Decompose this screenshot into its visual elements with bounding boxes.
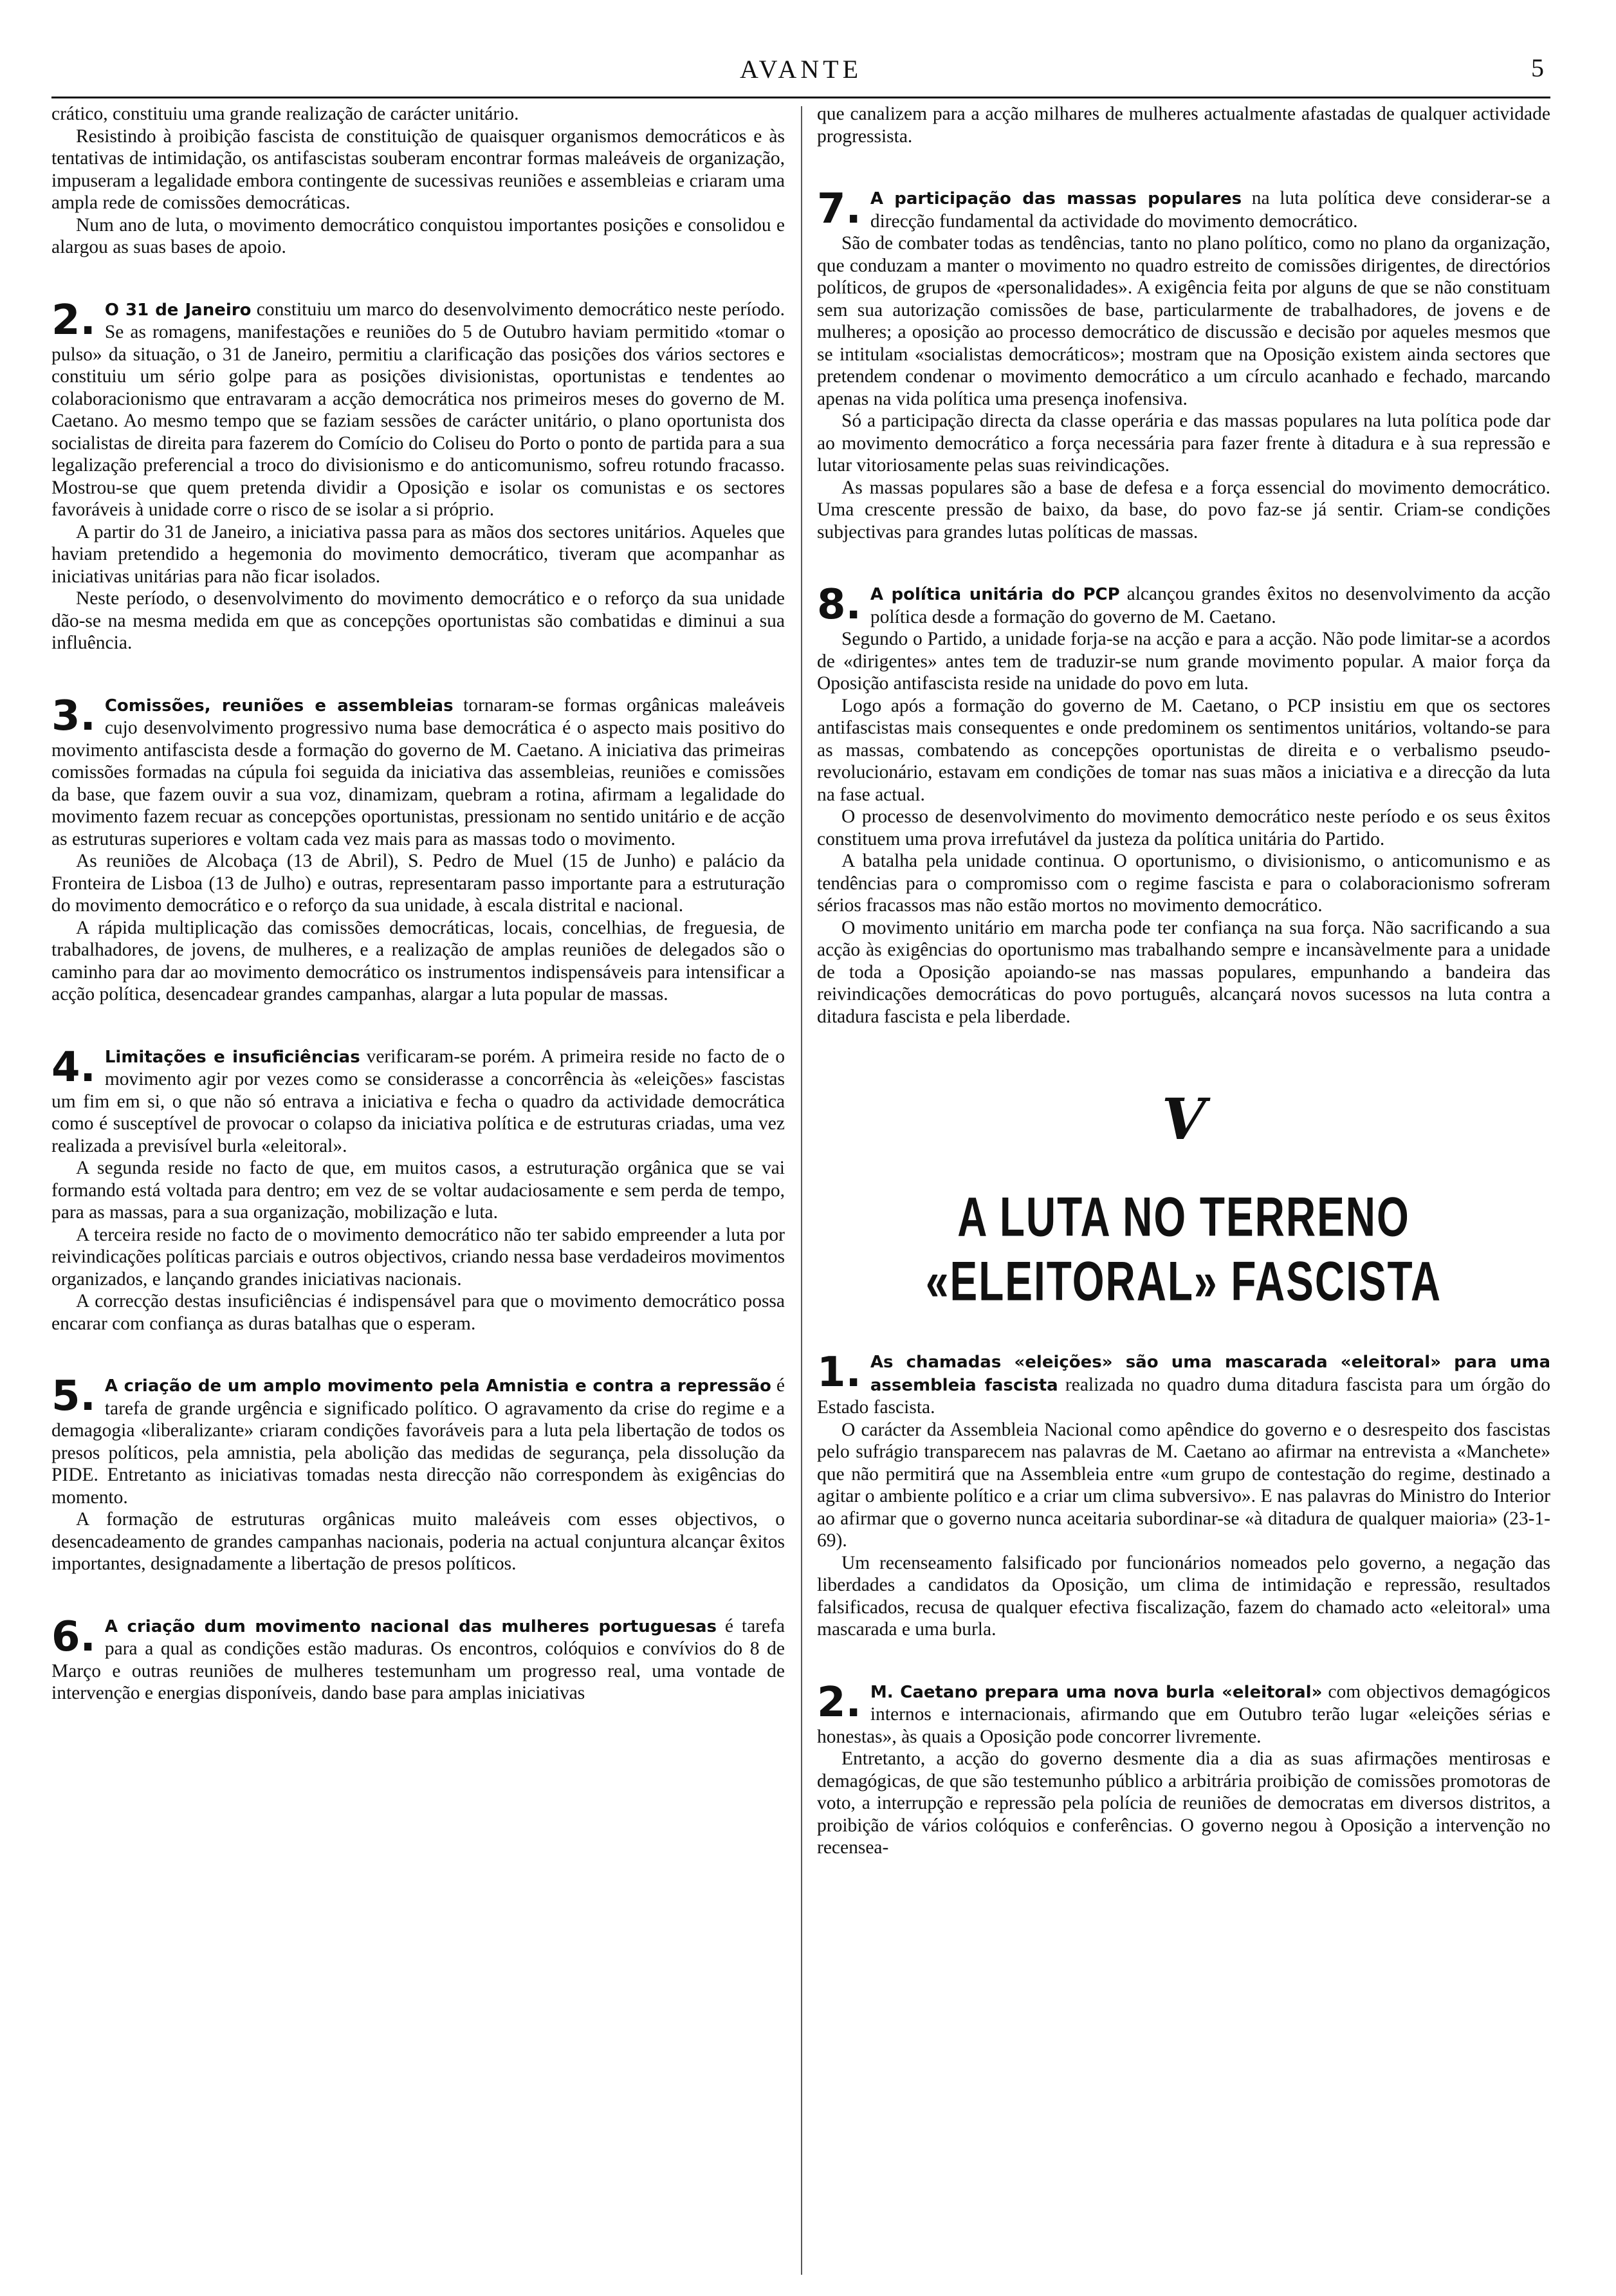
section-number: 8. — [817, 581, 861, 629]
section-number: 2. — [51, 296, 96, 344]
newspaper-title: AVANTE — [739, 55, 863, 84]
section-number: 3. — [51, 692, 96, 740]
part5-section-2 — [817, 1678, 1550, 1859]
paragraph: O carácter da Assembleia Nacional como apêndice do governo e o desrespeito dos fascistas pelo sufrágio transparecem nas palavras de M. Caetano ao afirmar na entrevista a «Manchete» que não permitirá que na Assembleia entre «um grupo de contestação do regime, destinado a agitar o ambiente político e a criar um clima subversivo». E nas palavras do Ministro do Interior ao afirmar que o governo nunca aceitaria subordinar-se «à ditadura de qualquer maioria» (23-1-69). — [817, 1419, 1550, 1551]
paragraph: O movimento unitário em marcha pode ter confiança na sua força. Não sacrificando a sua acção às exigências do oportunismo mas trabalhando sempre e incansàvelmente para a unidade de toda a Oposição apoiando-se nas massas populares, empunhando a bandeira das reivindicações democráticas do povo português, alcançará novos sucessos na luta contra a ditadura fascista e pela liberdade. — [817, 917, 1550, 1027]
left-column — [51, 103, 785, 2278]
paragraph: é tarefa de grande urgência e significado político. O agravamento da crise do regime e a demagogia «liberalizante» criaram condições favoráveis para a luta pela libertação de todos os presos políticos, pela amnistia, pela abolição das medidas de segurança, pela dissolução da PIDE. Entretanto as iniciativas tomadas nesta direcção não correspondem às exigências do momento. — [51, 1375, 785, 1508]
paragraph: A rápida multiplicação das comissões democráticas, locais, concelhias, de freguesia, de trabalhadores, de jovens, de mulheres, e a realização de amplas reuniões de delegados são o caminho para dar ao movimento democrático os instrumentos indispensáveis para intensificar a acção política, desencadear grandes campanhas, alargar a luta popular de massas. — [51, 917, 785, 1004]
paragraph: Só a participação directa da classe operária e das massas populares na luta política pode dar ao movimento democrático a força necessária para fazer frente à ditadura e à sua repressão e lutar vitoriosamente pelas suas reivindicações. — [817, 411, 1550, 476]
paragraph: A terceira reside no facto de o movimento democrático não ter sabido empreender a luta por reivindicações políticas parciais e outros objectivos, criando nessa base verdadeiros movimentos organizados, e lançando grandes iniciativas nacionais. — [51, 1224, 785, 1290]
section-number: 1. — [817, 1349, 861, 1396]
right-column — [817, 103, 1550, 2278]
section-lead: A participação das massas populares — [870, 189, 1242, 208]
paragraph: tornaram-se formas orgânicas maleáveis cujo desenvolvimento progressivo numa base democrática é o aspecto mais positivo do movimento antifascista desde a formação do governo de M. Caetano. A iniciativa das primeiras comissões formadas na cúpula foi seguida da iniciativa das assembleias, reuniões e comissões da base, que fazem ouvir a sua voz, dinamizam, quebram a rotina, afirmam a legalidade do movimento fazem recuar as concepções oportunistas, pressionam no sentido unitário e de acção as estruturas superiores e voltam cada vez mais para as massas todo o movimento. — [51, 694, 785, 849]
paragraph: As massas populares são a base de defesa e a força essencial do movimento democrático. Uma crescente pressão de baixo, da base, do povo faz-se já sentir. Criam-se condições subjectivas para grandes lutas políticas de massas. — [817, 477, 1550, 542]
paragraph: O processo de desenvolvimento do movimento democrático neste período e os seus êxitos constituem uma prova irrefutável da justeza da política unitária do Partido. — [817, 806, 1550, 849]
paragraph: é tarefa para a qual as condições estão maduras. Os encontros, colóquios e convívios do 8 de Março e outras reuniões de mulheres testemunham um progresso real, uma vontade de intervenção e energias disponíveis, dando base para amplas iniciativas — [51, 1615, 785, 1703]
section-lead: O 31 de Janeiro — [104, 300, 252, 320]
page-header — [51, 45, 1550, 98]
section-4 — [51, 1043, 785, 1335]
paragraph: A segunda reside no facto de que, em muitos casos, a estruturação orgânica que se vai formando está voltada para dentro; em vez de se voltar audaciosamente e sem perda de tempo, para as massas, para a sua organização, mobilização e luta. — [51, 1158, 785, 1223]
paragraph: na luta política deve considerar-se a direcção fundamental da actividade do movimento democrático. — [870, 188, 1550, 232]
section-lead: A política unitária do PCP — [870, 585, 1120, 604]
paragraph: com objectivos demagógicos internos e internacionais, afirmando que em Outubro terão lugar «eleições sérias e honestas», às quais a Oposição pode concorrer livremente. — [817, 1681, 1550, 1747]
intro-section — [51, 103, 785, 259]
section-lead: A criação de um amplo movimento pela Amnistia e contra a repressão — [104, 1376, 771, 1396]
section-lead: As chamadas «eleições» são uma mascarada «eleitoral» para uma assembleia fascista — [870, 1353, 1550, 1395]
section-2 — [51, 296, 785, 654]
paragraph: Resistindo à proibição fascista de constituição de quaisquer organismos democráticos e às tentativas de intimidação, os antifascistas souberam encontrar formas maleáveis de organização, impuseram a legalidade embora contingente de sucessivas reuniões e assembleias e criaram uma ampla rede de comissões democráticas. — [51, 125, 785, 213]
paragraph: A correcção destas insuficiências é indispensável para que o movimento democrático possa encarar com confiança as duras batalhas que o esperam. — [51, 1291, 785, 1334]
section-lead: M. Caetano prepara uma nova burla «eleitoral» — [870, 1682, 1323, 1702]
section-6 — [51, 1615, 785, 1705]
paragraph: constituiu um marco do desenvolvimento democrático neste período. Se as romagens, manifestações e reuniões do 5 de Outubro haviam permitido «tomar o pulso» da situação, o 31 de Janeiro, permitiu a clarificação das posições dos vários sectores e constituiu um sério golpe para as posições divisionistas, oportunistas e tendentes ao colaboracionismo que entravaram a acção democrática nos primeiros meses do governo de M. Caetano. Ao mesmo tempo que se faziam sessões de carácter unitário, o plano oportunista dos socialistas de direita para fazerem do Comício do Coliseu do Porto o ponto de partida para a sua legalização preferencial a troco do divisionismo e do anticomunismo, sofreu rotundo fracasso. Mostrou-se que quem pretenda dividir a Oposição e isolar os comunistas e os sectores favoráveis à unidade corre o risco de se isolar a si próprio. — [51, 299, 785, 520]
section-3 — [51, 694, 785, 1006]
paragraph: verificaram-se porém. A primeira reside no facto de o movimento agir por vezes como se considerasse a concorrência às «eleições» fascistas um fim em si, o que não só entrava a iniciativa e fecha o quadro da actividade democrática como é susceptível de provocar o colapso da iniciativa política e de estruturas criadas, uma vez realizada a previsível burla «eleitoral». — [51, 1046, 785, 1156]
paragraph: alcançou grandes êxitos no desenvolvimento da acção política desde a formação do governo de M. Caetano. — [870, 584, 1550, 627]
paragraph: Num ano de luta, o movimento democrático conquistou importantes posições e consolidou e alargou as suas bases de apoio. — [51, 214, 785, 257]
section-lead: Comissões, reuniões e assembleias — [104, 696, 454, 716]
paragraph: realizada no quadro duma ditadura fascista para um órgão do Estado fascista. — [817, 1374, 1550, 1418]
section-5 — [51, 1375, 785, 1575]
paragraph: Entretanto, a acção do governo desmente dia a dia as suas afirmações mentirosas e demagógicas, de que são testemunho público a arbitrária proibição de comissões promotoras de voto, a interrupção e repressão pela polícia de reuniões de democratas em diversos distritos, a proibição de vários colóquios e conferências. O governo negou à Oposição a intervenção no recensea- — [817, 1748, 1550, 1858]
paragraph: Um recenseamento falsificado por funcionários nomeados pelo governo, a negação das liberdades a candidatos da Oposição, um clima de intimidação e repressão, resultados falsificados, recusa de qualquer efectiva fiscalização, fazem do chamado acto «eleitoral» uma mascarada e uma burla. — [817, 1552, 1550, 1640]
part-numeral: V — [1161, 1086, 1206, 1153]
section-number: 6. — [51, 1613, 96, 1661]
section-number: 4. — [51, 1043, 96, 1091]
section-7 — [817, 187, 1550, 543]
paragraph: Neste período, o desenvolvimento do movimento democrático e o reforço da sua unidade dão-se na mesma medida em que as concepções oportunistas são combatidas e diminui a sua influência. — [51, 588, 785, 653]
section-number: 5. — [51, 1373, 96, 1420]
paragraph: São de combater todas as tendências, tanto no plano político, como no plano da organização, que conduzam a manter o movimento no quadro estreito de comissões dirigentes, de directórios políticos, de grupos de «personalidades». A exigência feita por alguns de que se não constituam sem sua autorização comissões de base, particularmente de trabalhadores, de jovens e de mulheres; a oposição ao processo democrático de discussão e decisão por aqueles mesmos que se intitulam «socialistas democráticos»; mostram que na Oposição existem ainda sectores que pretendem condenar o movimento democrático a um círculo acanhado e fechado, marcando apenas na vida política uma presença inofensiva. — [817, 233, 1550, 409]
paragraph: A batalha pela unidade continua. O oportunismo, o divisionismo, o anticomunismo e as tendências para o compromisso com o regime fascista e para o colaboracionismo sofreram sérios fracassos mas não estão mortos no movimento democrático. — [817, 851, 1550, 916]
section-8 — [817, 583, 1550, 1028]
paragraph: Segundo o Partido, a unidade forja-se na acção e para a acção. Não pode limitar-se a acordos de «dirigentes» antes tem de traduzir-se num grande movimento popular. A maior força da Oposição antifascista reside na unidade do povo em luta. — [817, 629, 1550, 694]
part-title: A LUTA NO TERRENO «ELEITORAL» FASCISTA — [925, 1185, 1442, 1313]
paragraph: A partir do 31 de Janeiro, a iniciativa passa para as mãos dos sectores unitários. Aqueles que haviam pretendido a hegemonia do movimento democrático, tiveram que acompanhar as iniciativas unitárias para não ficar isolados. — [51, 521, 785, 587]
paragraph: Logo após a formação do governo de M. Caetano, o PCP insistiu em que os sectores antifascistas mais consequentes e onde predominem os sentimentos unitários, voltando-se para as massas, combatendo as concepções oportunistas de direita e o verbalismo pseudo-revolucionário, estavam em condições de tomar nas suas mãos a iniciativa e a direcção da luta na fase actual. — [817, 695, 1550, 805]
paragraph: As reuniões de Alcobaça (13 de Abril), S. Pedro de Muel (15 de Junho) e palácio da Fronteira de Lisboa (13 de Julho) e outras, representaram passo importante para a estruturação do movimento democrático e o reforço da sua unidade, à escala distrital e nacional. — [51, 851, 785, 916]
paragraph: que canalizem para a acção milhares de mulheres actualmente afastadas de qualquer actividade progressista. — [817, 104, 1550, 147]
paragraph: crático, constituiu uma grande realização de carácter unitário. — [51, 104, 519, 124]
paragraph: A formação de estruturas orgânicas muito maleáveis com esses objectivos, o desencadeamento de grandes campanhas nacionais, poderia na actual conjuntura alcançar êxitos importantes, designadamente a libertação de presos políticos. — [51, 1509, 785, 1574]
section-number: 2. — [817, 1678, 861, 1727]
section-lead: Limitações e insuficiências — [104, 1047, 360, 1067]
page-number: 5 — [1531, 53, 1544, 82]
section-lead: A criação dum movimento nacional das mulheres portuguesas — [104, 1616, 717, 1636]
column-divider — [801, 106, 802, 2275]
part5-section-1 — [817, 1351, 1550, 1641]
continuation-section — [817, 103, 1550, 147]
section-number: 7. — [817, 185, 861, 233]
